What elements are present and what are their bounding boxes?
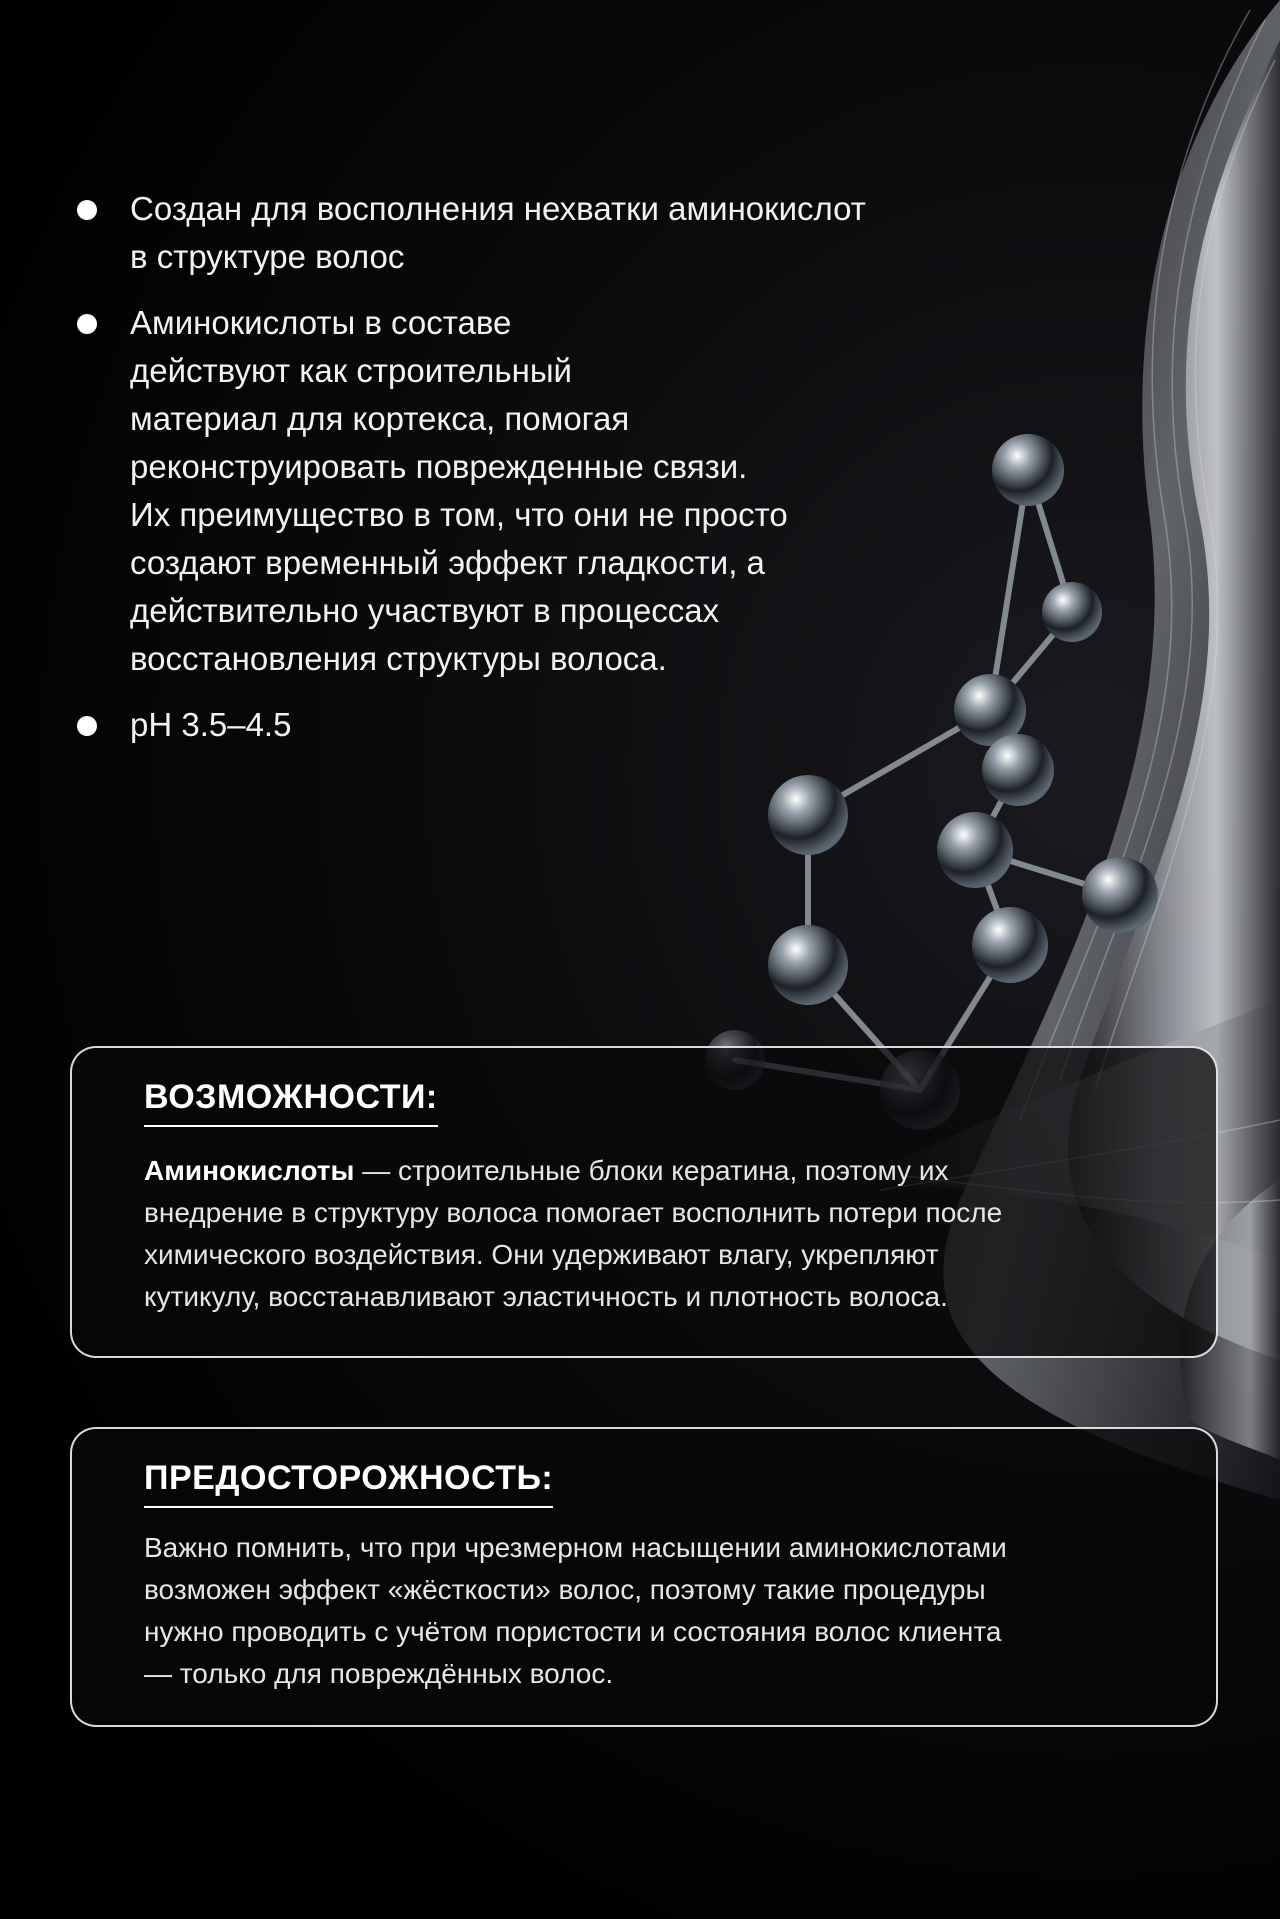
bullet-text: pH 3.5–4.5 xyxy=(130,706,292,743)
capabilities-title: ВОЗМОЖНОСТИ: xyxy=(144,1078,438,1127)
bullet-text: Создан для восполнения нехватки аминокислот в структуре волос xyxy=(130,190,866,275)
bullet-dot-icon xyxy=(77,716,97,736)
caution-text: Важно помнить, что при чрезмерном насыщении аминокислотами возможен эффект «жёсткости» волос, поэтому такие процедуры нужно проводить с учётом пористости и состояния волос клиента — только для повреждённых волос. xyxy=(144,1532,1007,1689)
list-item xyxy=(75,185,995,281)
capabilities-body: — строительные блоки кератина, поэтому их внедрение в структуру волоса помогает восполнить потери после химического воздействия. Они удерживают влагу, укрепляют кутикулу, восстанавливают эластичность и плотность волоса. xyxy=(144,1155,1003,1312)
list-item xyxy=(75,701,995,749)
capabilities-lead: Аминокислоты xyxy=(144,1155,355,1186)
bullet-text: Аминокислоты в составе действуют как строительный материал для кортекса, помогая реконструировать поврежденные связи. Их преимущество в том, что они не просто создают временный эффект гладкости, а действительно участвуют в процессах восстановления структуры волоса. xyxy=(130,304,788,677)
list-item xyxy=(75,299,995,683)
caution-card xyxy=(70,1427,1218,1727)
bullet-dot-icon xyxy=(77,200,97,220)
caution-title: ПРЕДОСТОРОЖНОСТЬ: xyxy=(144,1459,553,1508)
bullet-dot-icon xyxy=(77,314,97,334)
feature-list xyxy=(75,185,995,767)
capabilities-text xyxy=(144,1150,1174,1318)
capabilities-card xyxy=(70,1046,1218,1358)
